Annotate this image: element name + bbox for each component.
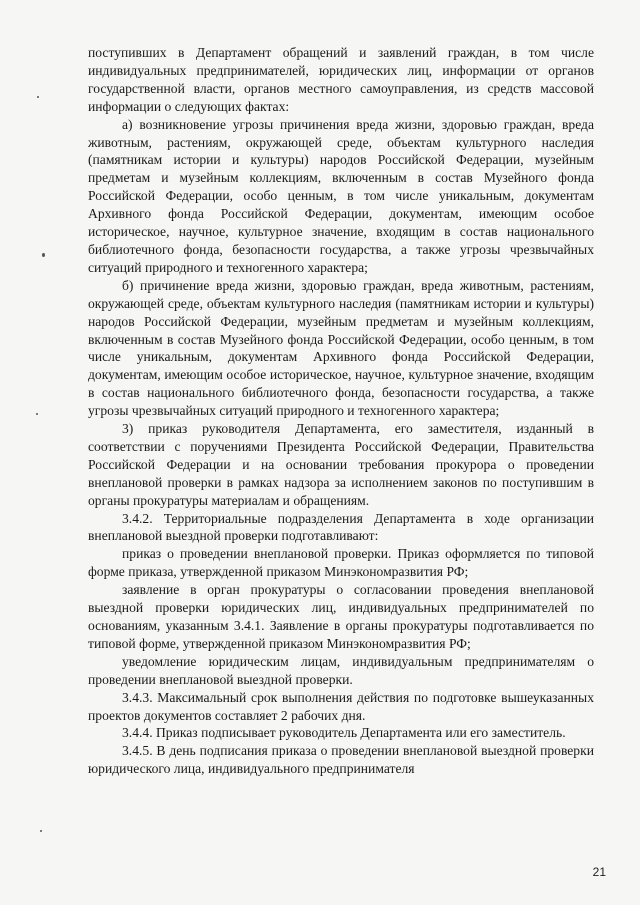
scan-speck	[36, 413, 38, 415]
paragraph: а) возникновение угрозы причинения вреда жизни, здоровью граждан, вреда животным, растениям, окружающей среде, объектам культурного наследия (памятникам истории и культуры) народов Российской Федерации, музейным предметам и музейным коллекциям, включенным в состав Музейного фонда Российской Федерации, особо ценным, в том числе уникальным, документам Архивного фонда Российской Федерации, документам, имеющим особое историческое, научное, культурное значение, входящим в состав национального библиотечного фонда, безопасности государства, а также угрозы чрезвычайных ситуаций природного и техногенного характера;	[88, 116, 594, 275]
paragraph: 3.4.2. Территориальные подразделения Департамента в ходе организации внеплановой выездной проверки подготавливают:	[88, 510, 594, 544]
paragraph: 3.4.4. Приказ подписывает руководитель Департамента или его заместитель.	[122, 725, 566, 741]
scan-speck	[40, 830, 42, 832]
paragraph: поступивших в Департамент обращений и заявлений граждан, в том числе индивидуальных предпринимателей, юридических лиц, информации от органов государственной власти, органов местного самоуправления, из средств массовой информации о следующих фактах:	[88, 45, 594, 114]
paragraph: уведомление юридическим лицам, индивидуальным предпринимателям о проведении внеплановой выездной проверки.	[88, 653, 594, 687]
paragraph: заявление в орган прокуратуры о согласовании проведения внеплановой выездной проверки юридических лиц, индивидуальных предпринимателей по основаниям, указанным 3.4.1. Заявление в органы прокуратуры подготавливается по типовой форме, утвержденной приказом Минэкономразвития РФ;	[88, 582, 594, 651]
document-body	[88, 44, 594, 778]
scan-speck	[37, 96, 39, 98]
scan-speck	[42, 253, 45, 257]
paragraph: 3.4.5. В день подписания приказа о проведении внеплановой выездной проверки юридического лица, индивидуального предпринимателя	[88, 743, 594, 777]
paragraph: 3.4.3. Максимальный срок выполнения действия по подготовке вышеуказанных проектов документов составляет 2 рабочих дня.	[88, 689, 594, 723]
paragraph: 3) приказ руководителя Департамента, его заместителя, изданный в соответствии с поручениями Президента Российской Федерации, Правительства Российской Федерации и на основании требования прокурора о проведении внеплановой проверки в рамках надзора за исполнением законов по поступившим в органы прокуратуры материалам и обращениям.	[88, 421, 594, 508]
paragraph: б) причинение вреда жизни, здоровью граждан, вреда животным, растениям, окружающей среде, объектам культурного наследия (памятникам истории и культуры) народов Российской Федерации, музейным предметам и музейным коллекциям, включенным в состав Музейного фонда Российской Федерации, особо ценным, в том числе уникальным, документам Архивного фонда Российской Федерации, документам, имеющим особое историческое, научное, культурное значение, входящим в состав национального библиотечного фонда, безопасности государства, а также угрозы чрезвычайных ситуаций природного и техногенного характера;	[88, 277, 594, 419]
page-number: 21	[592, 865, 606, 879]
paragraph: приказ о проведении внеплановой проверки. Приказ оформляется по типовой форме приказа, утвержденной приказом Минэкономразвития РФ;	[88, 546, 594, 580]
